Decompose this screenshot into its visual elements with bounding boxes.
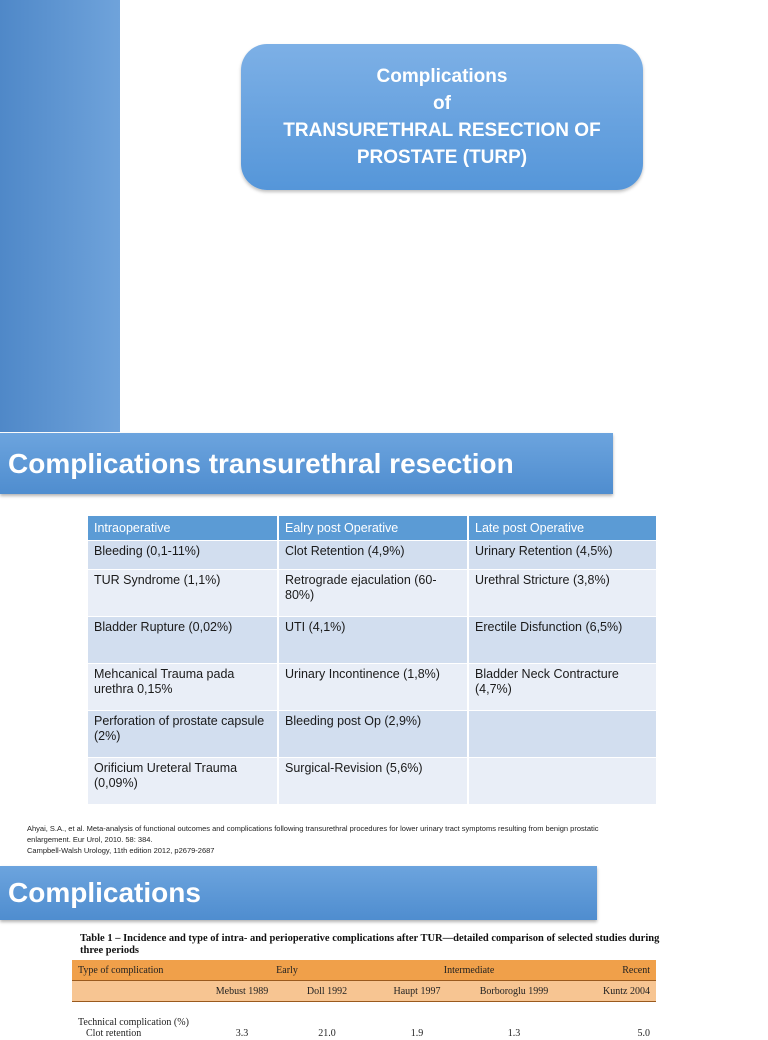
title-box: [241, 44, 643, 190]
header-early-post-operative: Ealry post Operative: [278, 516, 468, 541]
header-study: Doll 1992: [282, 981, 372, 1002]
table-row: [88, 711, 657, 758]
table-cell: Clot Retention (4,9%): [278, 541, 468, 570]
table-row: [88, 570, 657, 617]
header-intraoperative: Intraoperative: [88, 516, 278, 541]
header-study: Kuntz 2004: [566, 981, 656, 1002]
references: [27, 823, 727, 856]
table-cell: Urethral Stricture (3,8%): [468, 570, 657, 617]
table-cell: [468, 758, 657, 805]
section-banner-complications-tur: Complications transurethral resection: [0, 433, 613, 494]
study-section-row: [72, 1002, 656, 1029]
table-row: [88, 664, 657, 711]
reference-2: Campbell-Walsh Urology, 11th edition 2012, p2679-2687: [27, 846, 215, 855]
table-header-row: [88, 516, 657, 541]
header-late-post-operative: Late post Operative: [468, 516, 657, 541]
section-banner-complications: Complications: [0, 866, 597, 920]
title-line-1: Complications: [376, 66, 508, 87]
table-cell: Perforation of prostate capsule (2%): [88, 711, 278, 758]
title-line-4: PROSTATE (TURP): [356, 147, 528, 168]
table-cell: UTI (4,1%): [278, 617, 468, 664]
table-cell: Bleeding post Op (2,9%): [278, 711, 468, 758]
table-cell: 1.3: [507, 1028, 521, 1039]
complications-table: [88, 516, 658, 804]
table-cell: Urinary Incontinence (1,8%): [278, 664, 468, 711]
table-cell: Bladder Neck Contracture (4,7%): [468, 664, 657, 711]
table-cell: Bladder Rupture (0,02%): [88, 617, 278, 664]
study-table-caption: Table 1 – Incidence and type of intra- and perioperative complications after TUR—detailed comparison of selected studies during three periods: [80, 933, 660, 956]
header-group-recent: Recent: [566, 960, 656, 981]
study-comparison-table: [72, 960, 656, 1040]
title-line-3: TRANSURETHRAL RESECTION OF: [283, 120, 601, 141]
table-row: [88, 758, 657, 805]
header-group-intermediate: Intermediate: [372, 960, 566, 981]
header-study: Borboroglu 1999: [462, 981, 566, 1002]
header-study: Haupt 1997: [372, 981, 462, 1002]
table-cell: Bleeding (0,1-11%): [88, 541, 278, 570]
header-type-of-complication: Type of complication: [72, 960, 202, 981]
table-cell: Surgical-Revision (5,6%): [278, 758, 468, 805]
side-accent-bar: [0, 0, 120, 432]
table-cell: Erectile Disfunction (6,5%): [468, 617, 657, 664]
table-cell: TUR Syndrome (1,1%): [88, 570, 278, 617]
table-cell: 1.9: [410, 1028, 424, 1039]
table-cell: Mehcanical Trauma pada urethra 0,15%: [88, 664, 278, 711]
table-row: [88, 541, 657, 570]
header-empty: [72, 981, 202, 1002]
table-cell: Orificium Ureteral Trauma (0,09%): [88, 758, 278, 805]
section-technical-complication: Technical complication (%): [78, 1017, 189, 1028]
table-cell: 21.0: [318, 1028, 336, 1039]
table-cell: Retrograde ejaculation (60-80%): [278, 570, 468, 617]
table-row: [88, 617, 657, 664]
study-header-row-2: [72, 981, 656, 1002]
table-cell: [468, 711, 657, 758]
header-study: Mebust 1989: [202, 981, 282, 1002]
table-cell: 5.0: [637, 1028, 650, 1039]
reference-1-line-2: enlargement. Eur Urol, 2010. 58: 384.: [27, 835, 153, 844]
study-data-row: [72, 1028, 656, 1040]
table-cell: 3.3: [235, 1028, 249, 1039]
header-group-early: Early: [202, 960, 372, 981]
study-header-row-1: [72, 960, 656, 981]
row-label: Clot retention: [86, 1028, 142, 1039]
reference-1-line-1: Ahyai, S.A., et al. Meta-analysis of functional outcomes and complications following transurethral procedures for lower urinary tract symptoms resulting from benign prostatic: [27, 824, 599, 833]
title-line-2: of: [433, 93, 451, 114]
table-cell: Urinary Retention (4,5%): [468, 541, 657, 570]
